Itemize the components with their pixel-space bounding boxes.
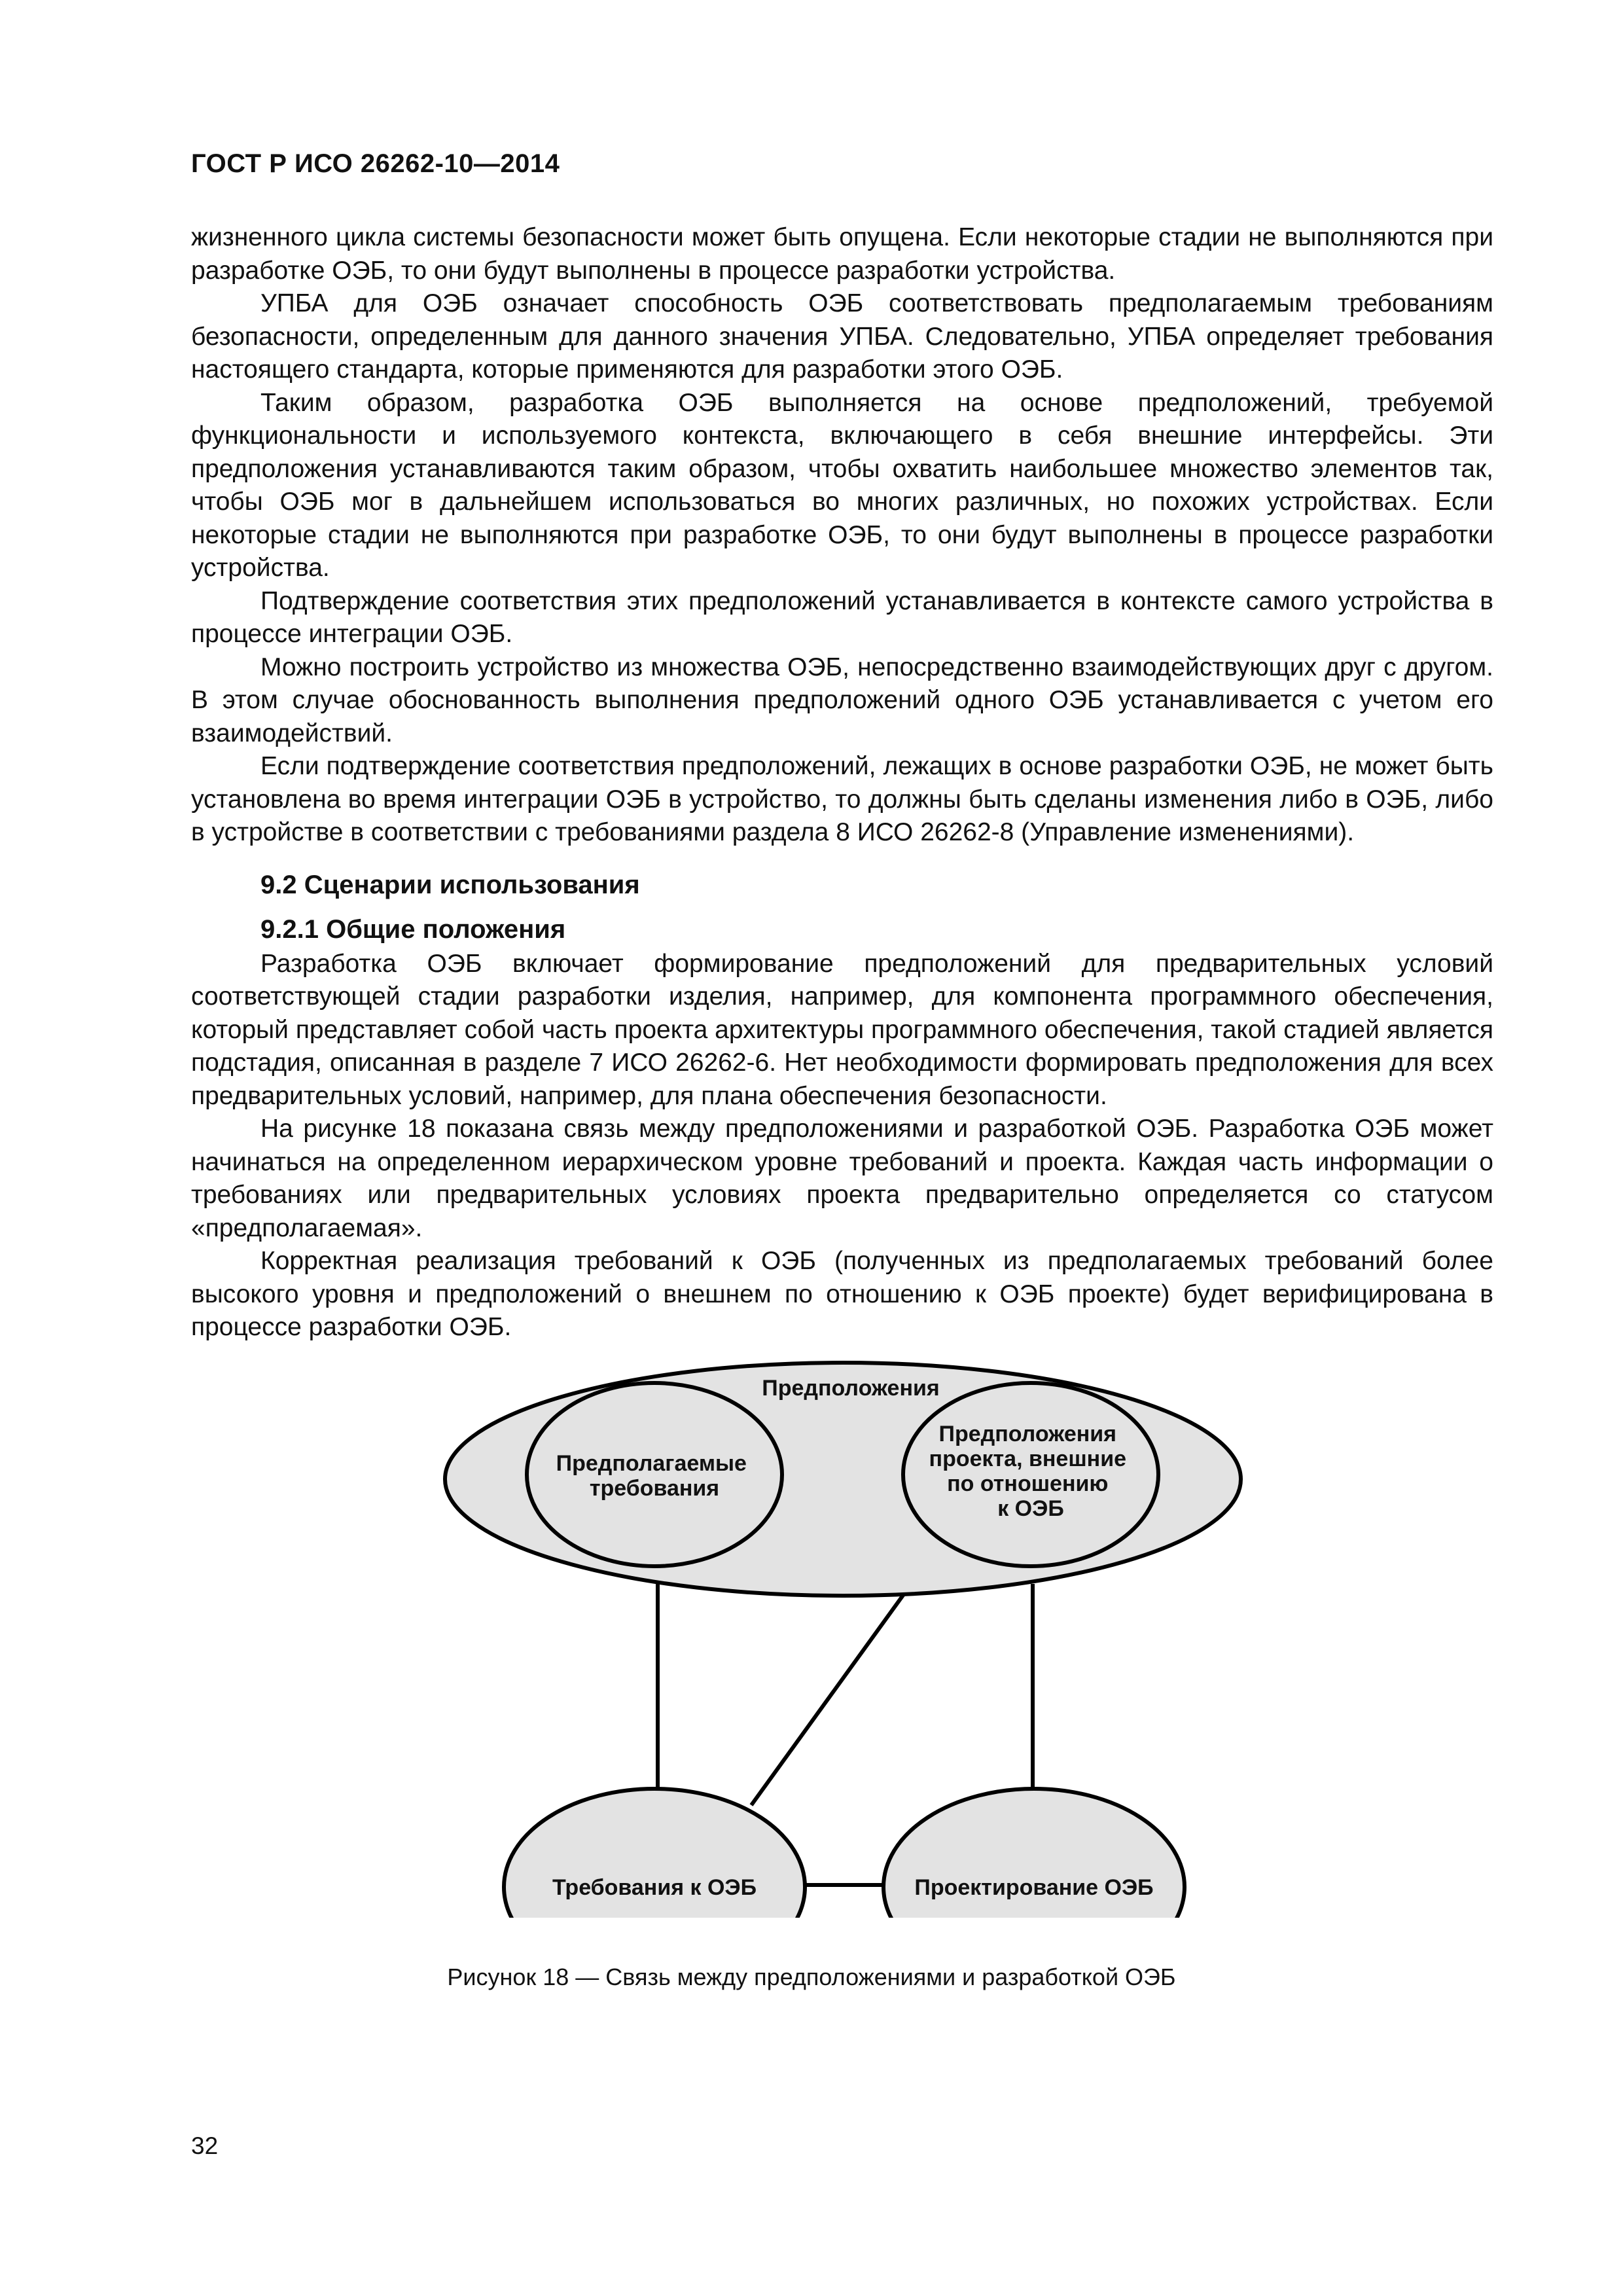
document-header: ГОСТ Р ИСО 26262-10—2014	[191, 149, 560, 178]
paragraph: УПБА для ОЭБ означает способность ОЭБ соответствовать предполагаемым требованиям безопасности, определенным для данного значения УПБА. Следовательно, УПБА определяет требования настоящего стандарта, которые применяются для разработки этого ОЭБ.	[191, 289, 1493, 384]
design-assumptions-label: Предположения проекта, внешние по отношению к ОЭБ	[929, 1422, 1127, 1521]
assumed-requirements-label: Предполагаемые требования	[556, 1451, 747, 1501]
body-text	[191, 221, 1493, 1344]
subsection-heading: 9.2.1 Общие положения	[260, 914, 566, 944]
paragraph: Подтверждение соответствия этих предположений устанавливается в контексте самого устройства в процессе интеграции ОЭБ.	[191, 586, 1493, 648]
seooc-design-label: Проектирование ОЭБ	[914, 1875, 1154, 1900]
section-heading: 9.2 Сценарии использования	[260, 870, 640, 899]
figure-18	[0, 1329, 1623, 1918]
paragraph: Разработка ОЭБ включает формирование предположений для предварительных условий соответствующей стадии разработки изделия, например, для компонента программного обеспечения, который представляет собой часть проекта архитектуры программного обеспечения, такой стадией является подстадия, описанная в разделе 7 ИСО 26262-6. Нет необходимости формировать предположения для всех предварительных условий, например, для плана обеспечения безопасности.	[191, 949, 1493, 1110]
assumptions-label: Предположения	[762, 1376, 940, 1401]
paragraph: Таким образом, разработка ОЭБ выполняется на основе предположений, требуемой функциональности и используемого контекста, включающего в себя внешние интерфейсы. Эти предположения устанавливаются таким образом, чтобы охватить наибольшее множество элементов так, чтобы ОЭБ мог в дальнейшем использоваться во многих различных, но похожих устройствах. Если некоторые стадии не выполняются при разработке ОЭБ, то они будут выполнены в процессе разработки устройства.	[191, 388, 1493, 582]
paragraph: жизненного цикла системы безопасности может быть опущена. Если некоторые стадии не выполняются при разработке ОЭБ, то они будут выполнены в процессе разработки устройства.	[191, 223, 1493, 285]
paragraph: Можно построить устройство из множества ОЭБ, непосредственно взаимодействующих друг с другом. В этом случае обоснованность выполнения предположений одного ОЭБ устанавливается с учетом его взаимодействий.	[191, 653, 1493, 747]
paragraph: На рисунке 18 показана связь между предположениями и разработкой ОЭБ. Разработка ОЭБ может начинаться на определенном иерархическом уровне требований и проекта. Каждая часть информации о требованиях или предварительных условиях проекта предварительно определяется со статусом «предполагаемая».	[191, 1115, 1493, 1242]
page-number: 32	[191, 2132, 219, 2159]
figure-caption: Рисунок 18 — Связь между предположениями и разработкой ОЭБ	[447, 1964, 1176, 1990]
diagram	[0, 1329, 1623, 1918]
paragraph: Если подтверждение соответствия предположений, лежащих в основе разработки ОЭБ, не может быть установлена во время интеграции ОЭБ в устройство, то должны быть сделаны изменения либо в ОЭБ, либо в устройстве в соответствии с требованиями раздела 8 ИСО 26262-8 (Управление изменениями).	[191, 752, 1493, 846]
seooc-requirements-label: Требования к ОЭБ	[552, 1875, 757, 1900]
paragraph: Корректная реализация требований к ОЭБ (полученных из предполагаемых требований более высокого уровня и предположений о внешнем по отношению к ОЭБ проекте) будет верифицирована в процессе разработки ОЭБ.	[191, 1247, 1493, 1341]
